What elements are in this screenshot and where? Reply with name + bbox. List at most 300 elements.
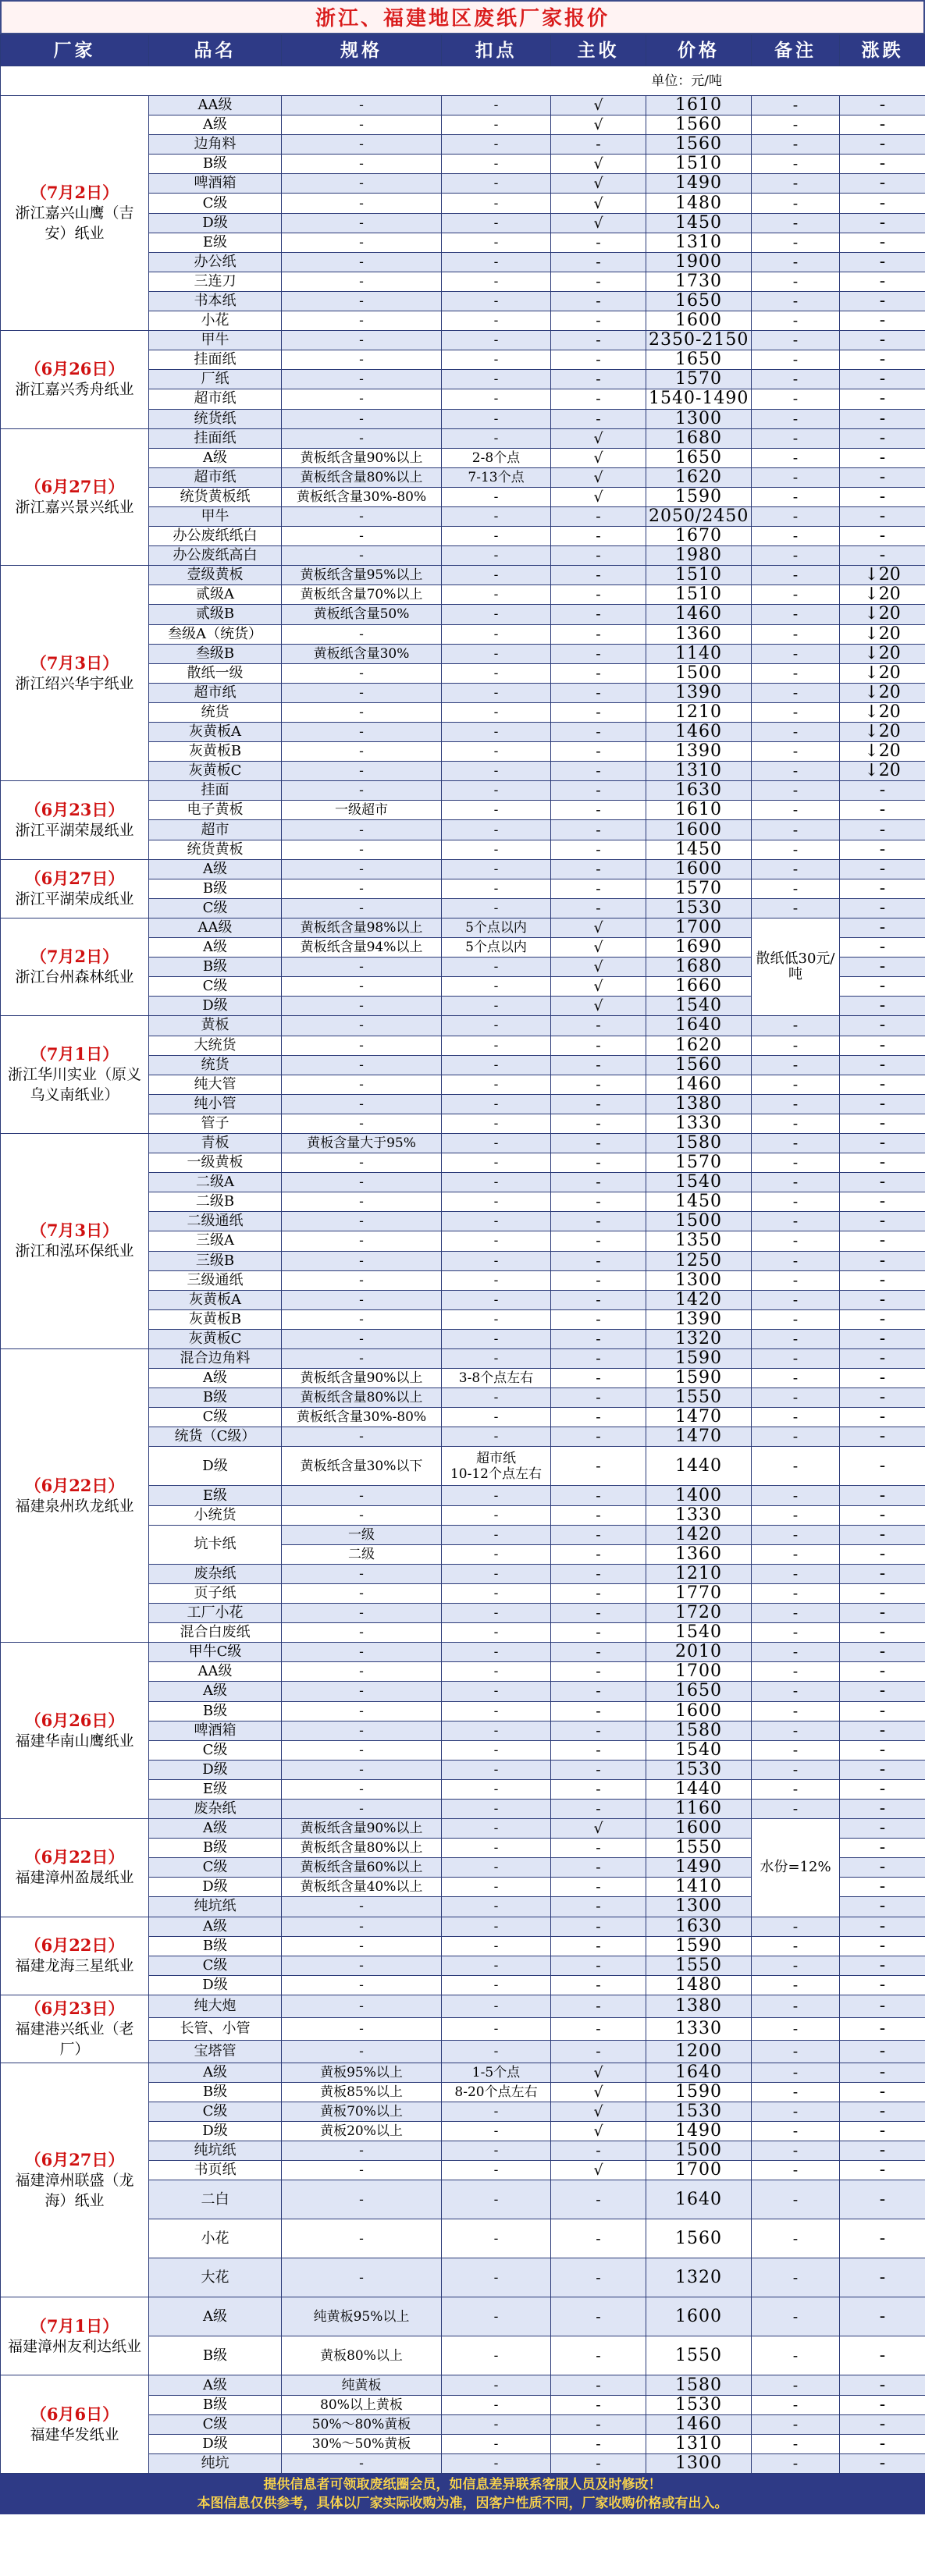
factory-cell (1, 1995, 149, 2063)
header-product: 品名 (149, 35, 282, 66)
main-mark-cell: - (551, 1505, 646, 1525)
product-name: 青板 (149, 1133, 282, 1153)
spec-cell: - (282, 840, 442, 859)
product-name: 统货 (149, 702, 282, 722)
main-mark-cell: √ (551, 2063, 646, 2082)
spec-cell: - (282, 683, 442, 702)
price-cell: 1470 (646, 1408, 752, 1427)
price-cell: 1450 (646, 840, 752, 859)
notes-cell: - (752, 2122, 840, 2141)
deduction-cell: - (442, 2395, 551, 2414)
change-cell: - (840, 1231, 925, 1251)
deduction-cell: - (442, 1682, 551, 1701)
price-cell: 1320 (646, 2258, 752, 2297)
notes-cell: - (752, 1525, 840, 1544)
change-cell: ↓20 (840, 762, 925, 781)
main-mark-cell: - (551, 272, 646, 291)
deduction-cell: - (442, 2219, 551, 2258)
deduction-cell: - (442, 389, 551, 409)
deduction-cell: - (442, 2375, 551, 2395)
main-mark-cell: - (551, 879, 646, 898)
product-name: E级 (149, 1486, 282, 1505)
deduction-cell: - (442, 2434, 551, 2453)
change-cell: - (840, 1212, 925, 1231)
notes-cell: - (752, 1721, 840, 1740)
price-cell: 1510 (646, 155, 752, 174)
spec-cell: - (282, 624, 442, 644)
deduction-cell: - (442, 527, 551, 546)
notes-cell: - (752, 409, 840, 428)
spec-cell: - (282, 546, 442, 566)
notes-cell: - (752, 742, 840, 762)
main-mark-cell: - (551, 1290, 646, 1309)
price-cell: 1560 (646, 115, 752, 135)
notes-cell: - (752, 1956, 840, 1975)
price-cell: 1330 (646, 1505, 752, 1525)
product-name: B级 (149, 2395, 282, 2414)
change-cell: - (840, 1016, 925, 1036)
change-cell: - (840, 428, 925, 448)
product-name: 超市 (149, 820, 282, 840)
product-name: C级 (149, 2414, 282, 2434)
spec-cell: - (282, 762, 442, 781)
notes-cell: - (752, 1779, 840, 1799)
notes-cell: - (752, 1682, 840, 1701)
notes-cell: - (752, 2063, 840, 2082)
factory-date: （6月23日） (24, 799, 125, 819)
notes-cell: - (752, 1016, 840, 1036)
price-cell: 1560 (646, 1055, 752, 1075)
notes-cell: - (752, 467, 840, 487)
product-name: 混合边角料 (149, 1349, 282, 1369)
price-cell: 1390 (646, 1309, 752, 1329)
deduction-cell: - (442, 1349, 551, 1369)
price-cell: 1440 (646, 1447, 752, 1486)
spec-cell: 黄板纸含量30%-80% (282, 1408, 442, 1427)
change-cell: - (840, 252, 925, 272)
change-cell: - (840, 2161, 925, 2180)
change-cell: - (840, 1486, 925, 1505)
change-cell: ↓20 (840, 723, 925, 742)
main-mark-cell: - (551, 1740, 646, 1760)
table-row (1, 1016, 925, 1036)
deduction-cell: - (442, 1231, 551, 1251)
product-name: A级 (149, 448, 282, 467)
main-mark-cell: - (551, 527, 646, 546)
product-name: AA级 (149, 918, 282, 937)
spec-cell: - (282, 1231, 442, 1251)
spec-cell: - (282, 527, 442, 546)
spec-cell: 黄板纸含量70%以上 (282, 585, 442, 605)
spec-cell: 黄板纸含量60%以上 (282, 1858, 442, 1878)
factory-cell (1, 331, 149, 428)
spec-cell: - (282, 174, 442, 194)
spec-cell: - (282, 1740, 442, 1760)
main-mark-cell: - (551, 1917, 646, 1936)
spec-cell: - (282, 233, 442, 252)
product-name: 厂纸 (149, 370, 282, 389)
product-name: 页子纸 (149, 1583, 282, 1603)
change-cell: ↓20 (840, 566, 925, 585)
deduction-cell: - (442, 2122, 551, 2141)
spec-cell: 纯黄板95%以上 (282, 2297, 442, 2336)
price-cell: 1450 (646, 1192, 752, 1212)
product-name: A级 (149, 1917, 282, 1936)
table-row (1, 2297, 925, 2336)
factory-date: （7月3日） (30, 652, 119, 673)
spec-cell: 黄板纸含量80%以上 (282, 1839, 442, 1858)
product-name: 工厂小花 (149, 1604, 282, 1623)
spec-cell: - (282, 1956, 442, 1975)
price-cell: 1300 (646, 409, 752, 428)
product-name: A级 (149, 2375, 282, 2395)
factory-cell (1, 781, 149, 859)
spec-cell: - (282, 879, 442, 898)
table-row (1, 1995, 925, 2017)
deduction-cell: - (442, 1329, 551, 1348)
spec-cell: - (282, 820, 442, 840)
deduction-cell: - (442, 1936, 551, 1956)
change-cell: - (840, 918, 925, 937)
spec-cell: 黄板70%以上 (282, 2102, 442, 2122)
product-name: D级 (149, 1975, 282, 1995)
spec-cell: 黄板纸含量30% (282, 644, 442, 663)
change-cell: - (840, 174, 925, 194)
main-mark-cell: - (551, 1270, 646, 1290)
notes-cell: - (752, 115, 840, 135)
header-price: 价格 (646, 35, 752, 66)
deduction-cell: - (442, 1799, 551, 1818)
spec-cell: 纯黄板 (282, 2375, 442, 2395)
price-cell: 1390 (646, 742, 752, 762)
factory-name: 福建华发纸业 (30, 2425, 119, 2443)
main-mark-cell: - (551, 1329, 646, 1348)
change-cell: - (840, 1192, 925, 1212)
spec-cell: - (282, 1564, 442, 1583)
factory-date: （6月27日） (24, 2149, 125, 2169)
deduction-cell: - (442, 350, 551, 370)
main-mark-cell: √ (551, 2161, 646, 2180)
change-cell: - (840, 2122, 925, 2141)
product-name: E级 (149, 1779, 282, 1799)
product-name: C级 (149, 977, 282, 997)
spec-cell: - (282, 1055, 442, 1075)
spec-cell: - (282, 1036, 442, 1055)
change-cell: - (840, 2083, 925, 2102)
price-cell: 1560 (646, 135, 752, 155)
product-name: A级 (149, 938, 282, 958)
deduction-cell: - (442, 546, 551, 566)
product-name: 叁级A（统货） (149, 624, 282, 644)
deduction-cell: - (442, 2414, 551, 2434)
price-cell: 1650 (646, 1682, 752, 1701)
change-cell: - (840, 801, 925, 820)
change-cell: - (840, 1740, 925, 1760)
factory-name: 浙江华川实业（原义乌义南纸业） (7, 1066, 141, 1104)
notes-cell: - (752, 2434, 840, 2453)
change-cell: - (840, 1701, 925, 1721)
deduction-cell: 3-8个点左右 (442, 1369, 551, 1388)
deduction-cell: - (442, 742, 551, 762)
factory-date: （7月1日） (30, 2315, 119, 2336)
product-name: 大花 (149, 2258, 282, 2297)
table-row (1, 859, 925, 879)
deduction-cell: - (442, 1897, 551, 1917)
product-name: 统货纸 (149, 409, 282, 428)
deduction-cell: - (442, 1819, 551, 1839)
deduction-cell: - (442, 1270, 551, 1290)
product-name: B级 (149, 155, 282, 174)
factory-date: （6月26日） (24, 359, 125, 379)
notes-cell: - (752, 291, 840, 311)
price-cell: 1570 (646, 1153, 752, 1173)
spec-cell: - (282, 1760, 442, 1779)
main-mark-cell: - (551, 233, 646, 252)
main-mark-cell: - (551, 624, 646, 644)
notes-cell: - (752, 1544, 840, 1564)
main-mark-cell: - (551, 370, 646, 389)
price-cell: 1350 (646, 1231, 752, 1251)
product-name: 办公废纸纸白 (149, 527, 282, 546)
price-cell: 1540-1490 (646, 389, 752, 409)
notes-cell: - (752, 1036, 840, 1055)
product-name: D级 (149, 1878, 282, 1897)
header-main: 主收 (551, 35, 646, 66)
price-cell: 1600 (646, 820, 752, 840)
product-name: C级 (149, 1408, 282, 1427)
product-name: 叁级B (149, 644, 282, 663)
deduction-cell: - (442, 1251, 551, 1270)
deduction-cell: - (442, 233, 551, 252)
deduction-cell: 2-8个点 (442, 448, 551, 467)
change-cell: - (840, 820, 925, 840)
price-cell: 1400 (646, 1486, 752, 1505)
spec-cell: 一级 (282, 1525, 442, 1544)
product-name: 混合白废纸 (149, 1623, 282, 1643)
main-mark-cell: - (551, 2297, 646, 2336)
change-cell: - (840, 898, 925, 918)
change-cell: - (840, 1662, 925, 1682)
deduction-cell: 5个点以内 (442, 938, 551, 958)
factory-name: 福建龙海三星纸业 (15, 1957, 134, 1975)
spec-cell: 黄板纸含量80%以上 (282, 467, 442, 487)
deduction-cell: - (442, 115, 551, 135)
spec-cell: - (282, 1701, 442, 1721)
change-cell: - (840, 1819, 925, 1839)
price-cell: 2050/2450 (646, 506, 752, 526)
spec-cell: 黄板纸含量30%-80% (282, 487, 442, 506)
change-cell: - (840, 272, 925, 291)
main-mark-cell: - (551, 2258, 646, 2297)
factory-name: 浙江台州森林纸业 (15, 968, 134, 986)
main-mark-cell: - (551, 409, 646, 428)
main-mark-cell: - (551, 566, 646, 585)
notes-cell: - (752, 1212, 840, 1231)
price-cell: 1450 (646, 213, 752, 233)
deduction-cell: - (442, 2336, 551, 2375)
price-cell: 1640 (646, 1016, 752, 1036)
deduction-cell: - (442, 291, 551, 311)
price-cell: 1600 (646, 311, 752, 331)
change-cell: - (840, 1544, 925, 1564)
deduction-cell: - (442, 2161, 551, 2180)
product-name: 灰黄板A (149, 723, 282, 742)
deduction-cell: - (442, 2258, 551, 2297)
deduction-cell: - (442, 1564, 551, 1583)
notes-cell: - (752, 1975, 840, 1995)
main-mark-cell: - (551, 1486, 646, 1505)
notes-cell: - (752, 2141, 840, 2161)
product-name: 二级通纸 (149, 1212, 282, 1231)
change-cell: - (840, 1995, 925, 2017)
spec-cell: - (282, 1897, 442, 1917)
change-cell: - (840, 1408, 925, 1427)
deduction-cell: - (442, 1975, 551, 1995)
main-mark-cell: - (551, 2180, 646, 2219)
price-cell: 1510 (646, 566, 752, 585)
deduction-cell: - (442, 1290, 551, 1309)
spec-cell: - (282, 135, 442, 155)
factory-date: （6月26日） (24, 1710, 125, 1730)
price-cell: 2010 (646, 1643, 752, 1662)
table-row (1, 96, 925, 115)
change-cell: - (840, 1897, 925, 1917)
main-mark-cell: √ (551, 2083, 646, 2102)
product-name: 宝塔管 (149, 2040, 282, 2063)
product-name: B级 (149, 2336, 282, 2375)
notes-cell: - (752, 1133, 840, 1153)
table-row (1, 1643, 925, 1662)
price-cell: 1620 (646, 1036, 752, 1055)
spec-cell: - (282, 1623, 442, 1643)
deduction-cell: - (442, 1858, 551, 1878)
main-mark-cell: - (551, 291, 646, 311)
change-cell: ↓20 (840, 624, 925, 644)
main-mark-cell: - (551, 762, 646, 781)
price-cell: 1770 (646, 1583, 752, 1603)
notes-cell: - (752, 723, 840, 742)
main-mark-cell: - (551, 1858, 646, 1878)
spec-cell: 二级 (282, 1544, 442, 1564)
factory-cell (1, 859, 149, 918)
price-cell: 1550 (646, 2336, 752, 2375)
notes-cell: - (752, 1408, 840, 1427)
main-mark-cell: - (551, 1662, 646, 1682)
main-mark-cell: - (551, 859, 646, 879)
notes-cell: - (752, 1153, 840, 1173)
change-cell: - (840, 1133, 925, 1153)
notes-cell: - (752, 428, 840, 448)
product-name: 二白 (149, 2180, 282, 2219)
price-cell: 1590 (646, 1936, 752, 1956)
price-cell: 1470 (646, 1427, 752, 1447)
main-mark-cell: - (551, 1173, 646, 1192)
product-name: A级 (149, 1682, 282, 1701)
spec-cell: - (282, 272, 442, 291)
price-cell: 1320 (646, 1329, 752, 1348)
notes-cell: - (752, 585, 840, 605)
main-mark-cell: √ (551, 194, 646, 213)
change-cell: - (840, 1505, 925, 1525)
notes-cell: - (752, 1917, 840, 1936)
deduction-cell: - (442, 1583, 551, 1603)
change-cell: - (840, 1349, 925, 1369)
notes-cell: - (752, 135, 840, 155)
deduction-cell: - (442, 644, 551, 663)
factory-cell (1, 96, 149, 331)
spec-cell: - (282, 506, 442, 526)
change-cell: - (840, 1760, 925, 1779)
product-name: D级 (149, 213, 282, 233)
main-mark-cell: - (551, 683, 646, 702)
notes-cell: - (752, 605, 840, 624)
change-cell: - (840, 487, 925, 506)
deduction-cell: - (442, 174, 551, 194)
price-cell: 1630 (646, 1917, 752, 1936)
spec-cell: 黄板纸含量90%以上 (282, 1369, 442, 1388)
deduction-cell: - (442, 997, 551, 1016)
header-factory: 厂家 (1, 35, 149, 66)
table-row (1, 1349, 925, 1369)
spec-cell: - (282, 1427, 442, 1447)
factory-cell (1, 428, 149, 566)
change-cell: - (840, 1251, 925, 1270)
change-cell: - (840, 546, 925, 566)
main-mark-cell: - (551, 1094, 646, 1114)
deduction-cell: - (442, 1839, 551, 1858)
product-name: 壹级黄板 (149, 566, 282, 585)
factory-name: 浙江嘉兴秀舟纸业 (15, 381, 134, 399)
main-mark-cell: - (551, 1604, 646, 1623)
notes-cell: - (752, 2453, 840, 2473)
price-cell: 1460 (646, 723, 752, 742)
spec-cell: - (282, 1917, 442, 1936)
notes-cell: - (752, 2017, 840, 2040)
product-name: 坑卡纸 (149, 1525, 282, 1564)
price-cell: 1540 (646, 1623, 752, 1643)
main-mark-cell: - (551, 1839, 646, 1858)
price-cell: 1540 (646, 1173, 752, 1192)
spec-cell: - (282, 1094, 442, 1114)
spec-cell: - (282, 663, 442, 683)
change-cell: - (840, 781, 925, 801)
price-cell: 1670 (646, 527, 752, 546)
footer-line-2: 本图信息仅供参考，具体以厂家实际收购为准，因客户性质不同，厂家收购价格或有出入。 (197, 2495, 728, 2511)
deduction-cell: - (442, 1760, 551, 1779)
deduction-cell: - (442, 1878, 551, 1897)
spec-cell: - (282, 723, 442, 742)
product-name: 黄板 (149, 1016, 282, 1036)
notes-cell: - (752, 370, 840, 389)
product-name: 统货 (149, 1055, 282, 1075)
deduction-cell: - (442, 1192, 551, 1212)
factory-date: （7月2日） (30, 183, 119, 203)
deduction-cell: - (442, 1153, 551, 1173)
notes-cell: - (752, 683, 840, 702)
notes-cell: - (752, 311, 840, 331)
product-name: 长管、小管 (149, 2017, 282, 2040)
spec-cell: 黄板纸含量94%以上 (282, 938, 442, 958)
change-cell: - (840, 1583, 925, 1603)
spec-cell: - (282, 1153, 442, 1173)
product-name: 管子 (149, 1114, 282, 1133)
factory-name: 浙江嘉兴山鹰（吉安）纸业 (15, 204, 134, 243)
notes-cell: - (752, 1740, 840, 1760)
price-cell: 1600 (646, 1701, 752, 1721)
main-mark-cell: - (551, 546, 646, 566)
main-mark-cell: - (551, 1564, 646, 1583)
price-cell: 1550 (646, 1839, 752, 1858)
